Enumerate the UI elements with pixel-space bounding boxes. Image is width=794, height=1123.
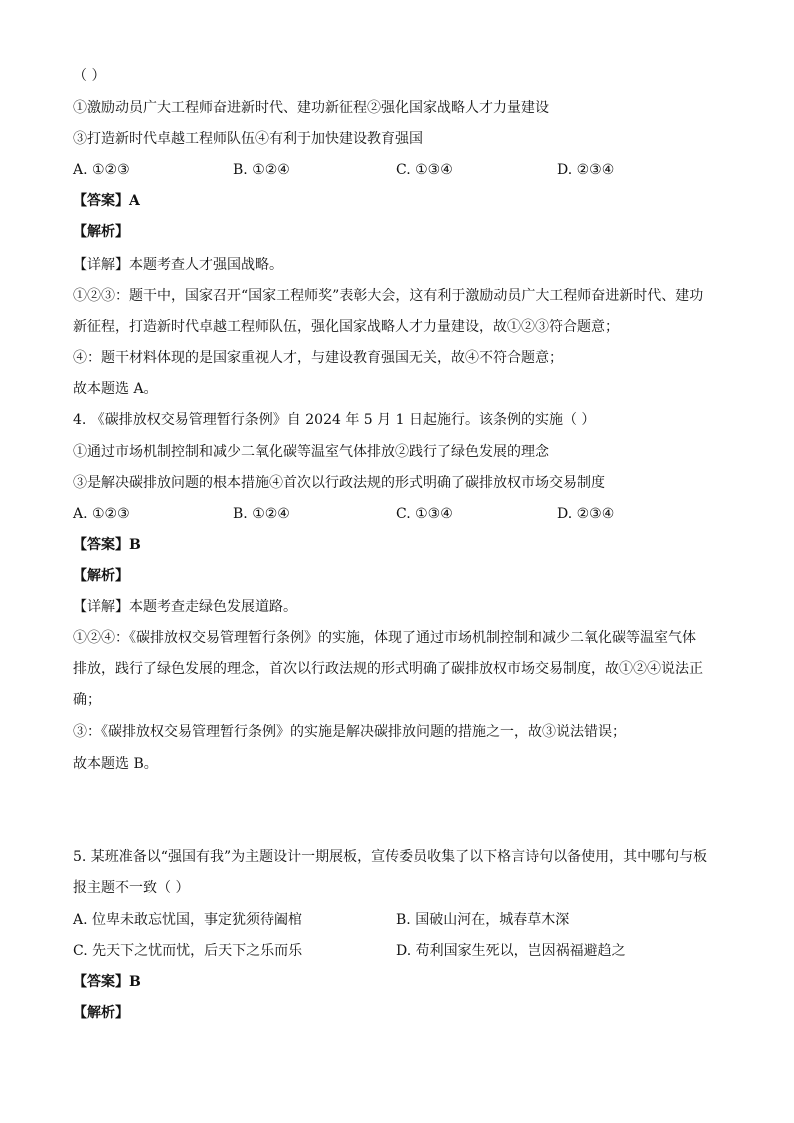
q5-stem-line-2: 报主题不一致（ ） [73,880,190,896]
q3-option-c: C. ①③④ [396,162,453,178]
q4-explanation-1b: 排放，践行了绿色发展的理念，首次以行政法规的形式明确了碳排放权市场交易制度，故①②④说法正 [73,661,703,677]
q4-choice-line-1: ①通过市场机制控制和减少二氧化碳等温室气体排放②践行了绿色发展的理念 [73,444,549,460]
q5-answer: 【答案】B [73,974,141,990]
q4-detail: 【详解】本题考查走绿色发展道路。 [73,599,297,615]
q4-analysis-label: 【解析】 [73,568,129,584]
q3-analysis-label: 【解析】 [73,224,129,240]
q3-conclusion: 故本题选 A。 [73,381,158,397]
q3-detail: 【详解】本题考查人才强国战略。 [73,257,283,273]
q3-answer: 【答案】A [73,193,140,209]
q5-analysis-label: 【解析】 [73,1005,129,1021]
q5-option-a: A. 位卑未敢忘忧国，事定犹须待阖棺 [73,912,303,928]
q3-explanation-2: ④：题干材料体现的是国家重视人才，与建设教育强国无关，故④不符合题意； [73,350,563,366]
q4-choice-line-2: ③是解决碳排放问题的根本措施④首次以行政法规的形式明确了碳排放权市场交易制度 [73,475,605,491]
q5-option-d: D. 苟利国家生死以，岂因祸福避趋之 [396,943,626,959]
q5-option-c: C. 先天下之忧而忧，后天下之乐而乐 [73,943,303,959]
q4-answer: 【答案】B [73,537,141,553]
q4-option-c: C. ①③④ [396,506,453,522]
q4-explanation-1c: 确； [73,692,101,708]
q3-explanation-1b: 新征程，打造新时代卓越工程师队伍，强化国家战略人才力量建设，故①②③符合题意； [73,319,619,335]
q3-explanation-1a: ①②③：题干中，国家召开“国家工程师奖”表彰大会，这有利于激励动员广大工程师奋进新时代、建功 [73,288,704,304]
q5-stem-line-1: 5. 某班准备以“强国有我”为主题设计一期展板，宣传委员收集了以下格言诗句以备使用，其中哪句与板 [73,849,708,865]
q4-option-d: D. ②③④ [557,506,615,522]
q4-conclusion: 故本题选 B。 [73,756,158,772]
q3-choice-line-1: ①激励动员广大工程师奋进新时代、建功新征程②强化国家战略人才力量建设 [73,100,549,116]
q3-option-a: A. ①②③ [73,162,130,178]
q3-option-d: D. ②③④ [557,162,615,178]
q3-option-b: B. ①②④ [233,162,290,178]
q3-choice-line-2: ③打造新时代卓越工程师队伍④有利于加快建设教育强国 [73,131,423,147]
q4-option-b: B. ①②④ [233,506,290,522]
q4-explanation-1a: ①②④：《碳排放权交易管理暂行条例》的实施，体现了通过市场机制控制和减少二氧化碳等温室气体 [73,630,696,646]
q4-explanation-2: ③：《碳排放权交易管理暂行条例》的实施是解决碳排放问题的措施之一，故③说法错误； [73,724,626,740]
q3-paren: （ ） [73,68,106,84]
q4-option-a: A. ①②③ [73,506,130,522]
q4-stem: 4. 《碳排放权交易管理暂行条例》自 2024 年 5 月 1 日起施行。该条例的实施（ ） [73,412,596,428]
q5-option-b: B. 国破山河在，城春草木深 [396,912,570,928]
